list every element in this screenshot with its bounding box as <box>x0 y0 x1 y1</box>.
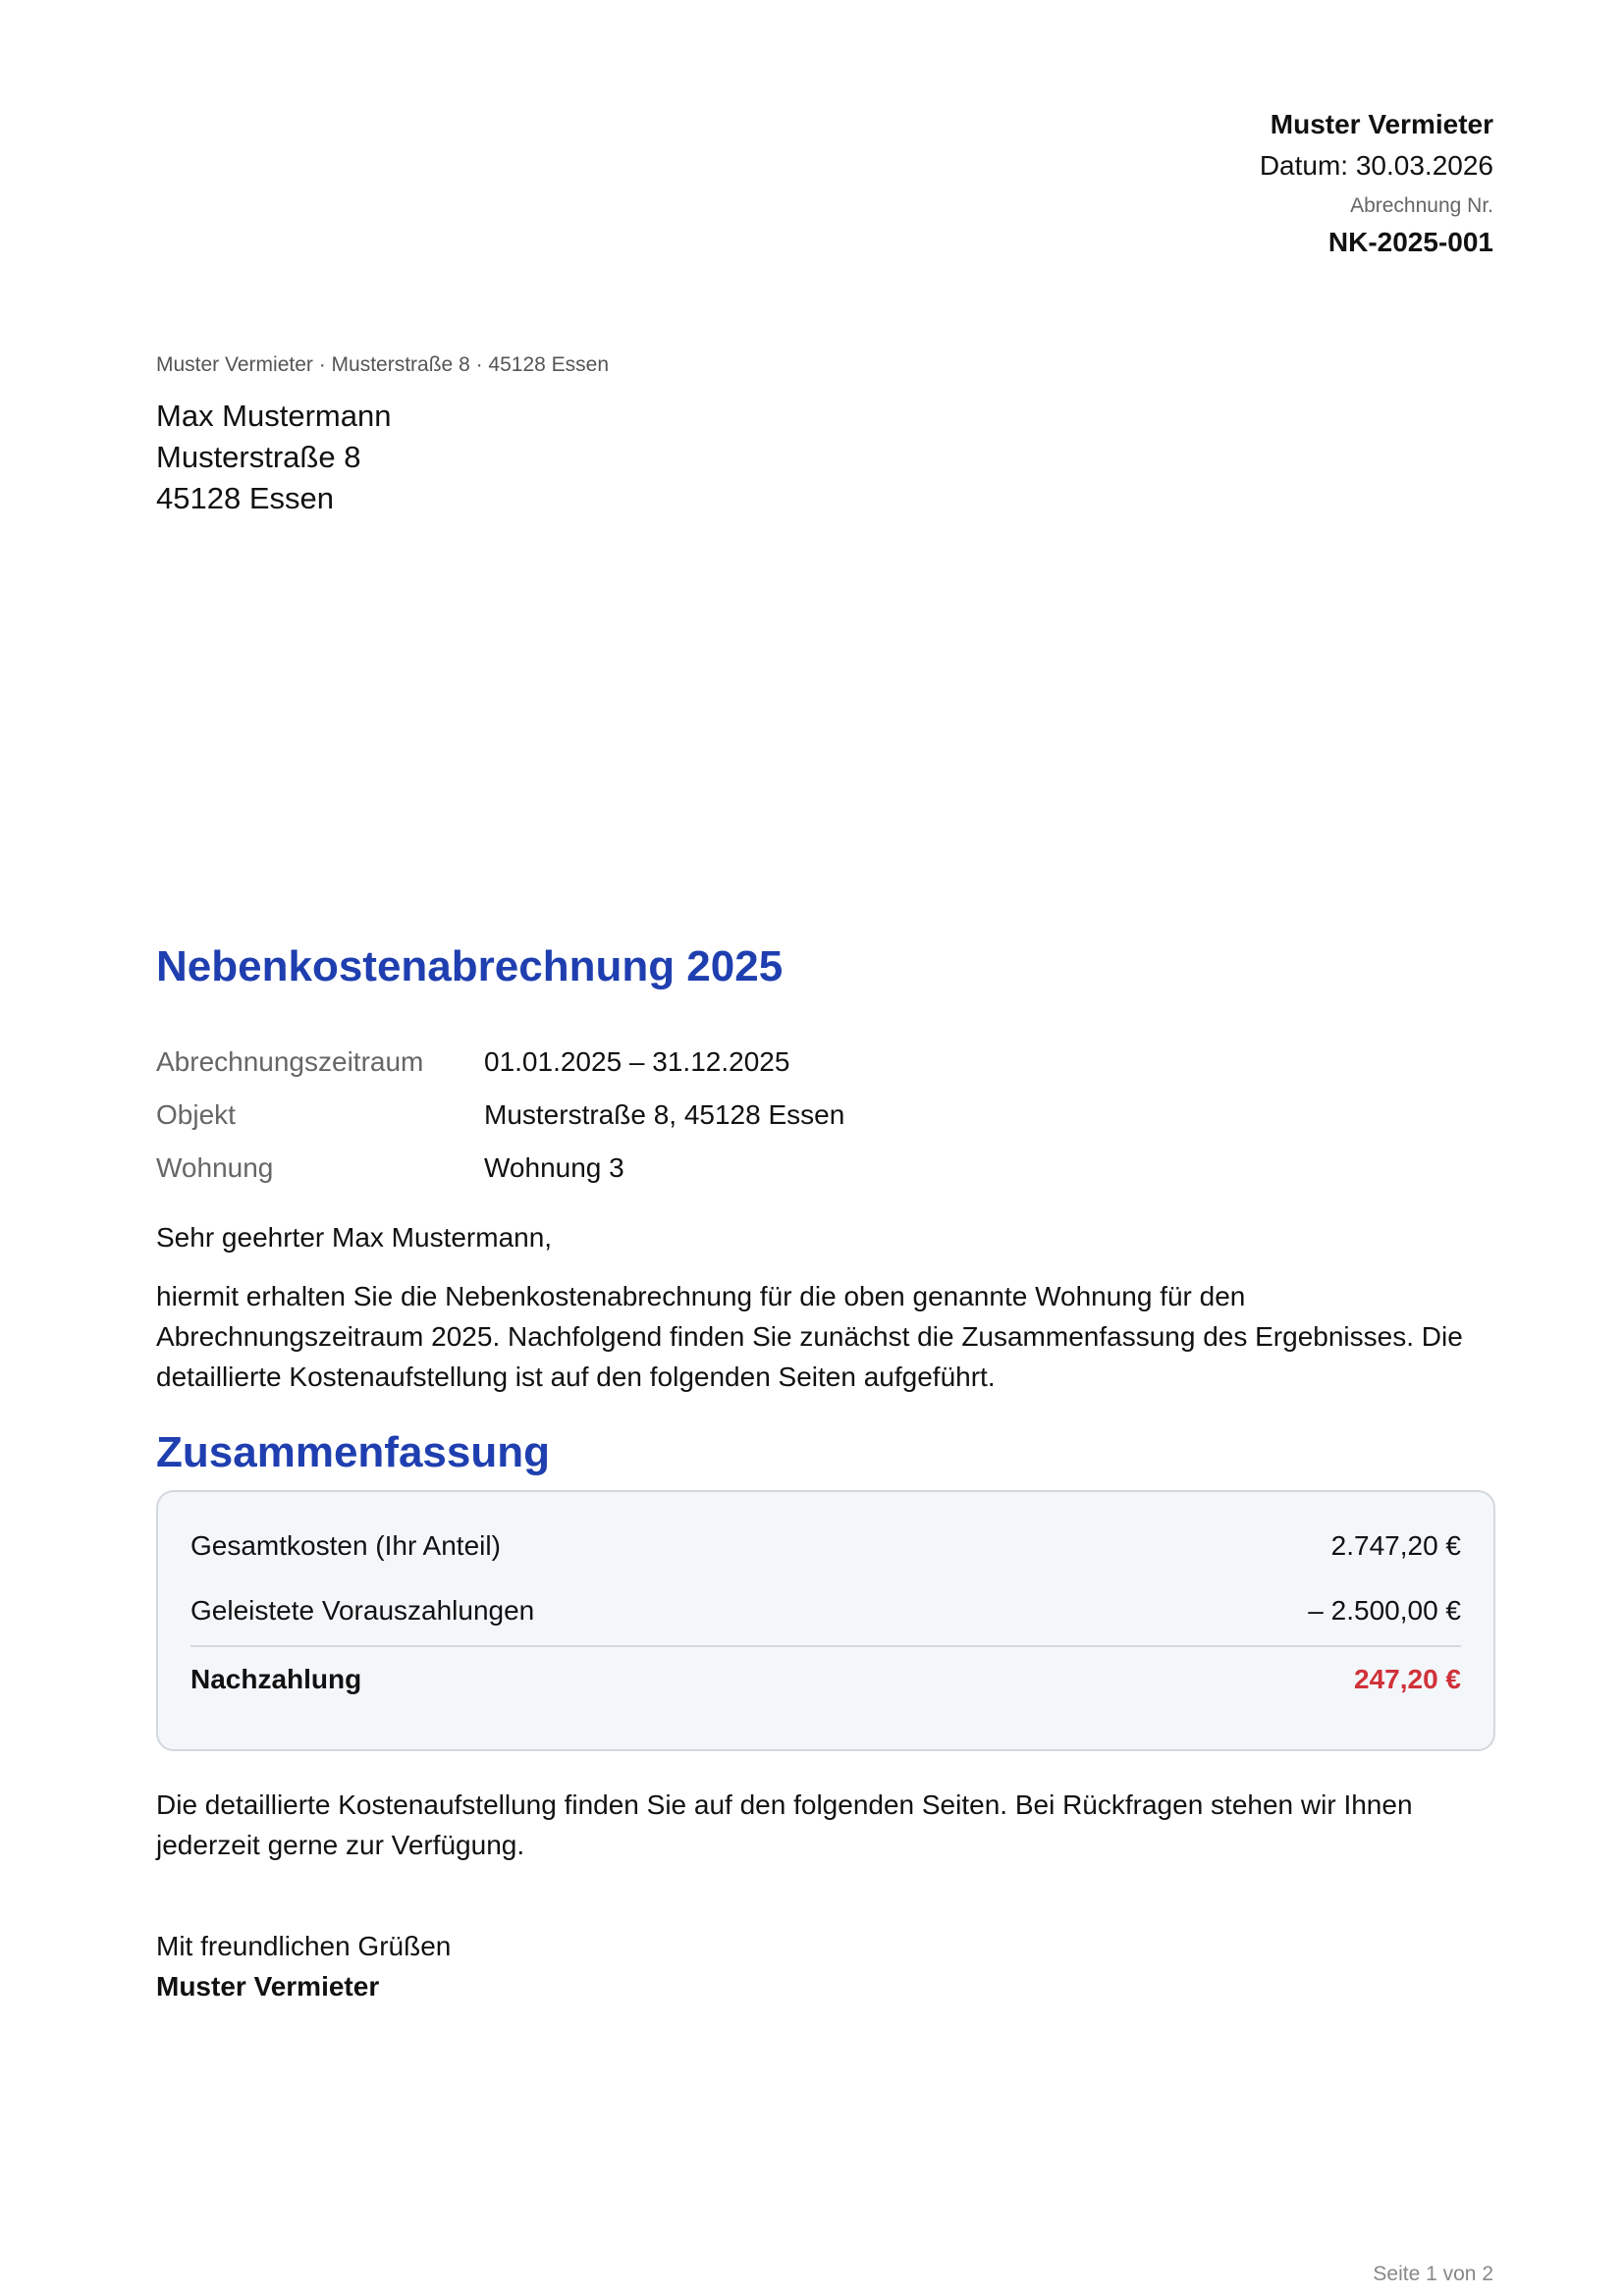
summary-total-label: Nachzahlung <box>190 1664 362 1694</box>
meta-row <box>156 1142 844 1195</box>
regards-block <box>156 1926 451 2006</box>
meta-label: Abrechnungszeitraum <box>156 1046 424 1077</box>
intro-paragraph: hiermit erhalten Sie die Nebenkostenabrechnung für die oben genannte Wohnung für den Abrechnungszeitraum 2025. Nachfolgend finden Sie zunächst die Zusammenfassung des Ergebnisses. Die detaillierte Kostenaufstellung ist auf den folgenden Seiten aufgeführt. <box>156 1281 1463 1392</box>
summary-row-label: Gesamtkosten (Ihr Anteil) <box>190 1530 501 1561</box>
invoice-number: NK-2025-001 <box>1327 227 1493 258</box>
document-title: Nebenkostenabrechnung 2025 <box>156 942 784 990</box>
recipient-address <box>156 396 391 519</box>
sender-name: Muster Vermieter <box>1270 109 1493 139</box>
meta-value: Wohnung 3 <box>484 1152 624 1183</box>
summary-row-amount: – 2.500,00 € <box>1308 1595 1461 1626</box>
meta-table <box>156 1036 844 1195</box>
meta-value: 01.01.2025 – 31.12.2025 <box>484 1046 790 1077</box>
summary-heading: Zusammenfassung <box>156 1428 550 1476</box>
summary-total-amount: 247,20 € <box>1354 1664 1461 1694</box>
letter-date: Datum: 30.03.2026 <box>1259 149 1493 181</box>
meta-value: Musterstraße 8, 45128 Essen <box>484 1099 845 1130</box>
regards-line: Mit freundlichen Grüßen <box>156 1931 452 1961</box>
return-address: Muster Vermieter · Musterstraße 8 · 45128 Essen <box>156 353 610 376</box>
meta-row <box>156 1036 844 1089</box>
summary-row <box>190 1514 1461 1578</box>
greeting: Sehr geehrter Max Mustermann, <box>156 1222 553 1253</box>
closing-paragraph: Die detaillierte Kostenaufstellung finden Sie auf den folgenden Seiten. Bei Rückfragen stehen wir Ihnen jederzeit gerne zur Verfügung. <box>156 1789 1413 1860</box>
summary-box <box>156 1490 1495 1751</box>
summary-row <box>190 1578 1461 1643</box>
meta-label: Objekt <box>156 1099 236 1130</box>
recipient-street: Musterstraße 8 <box>156 440 361 474</box>
meta-label: Wohnung <box>156 1152 274 1183</box>
recipient-name: Max Mustermann <box>156 399 392 433</box>
page-number: Seite 1 von 2 <box>1373 2263 1493 2285</box>
meta-row <box>156 1089 844 1142</box>
summary-row-amount: 2.747,20 € <box>1330 1530 1461 1561</box>
recipient-city: 45128 Essen <box>156 481 334 515</box>
summary-row-label: Geleistete Vorauszahlungen <box>190 1595 535 1626</box>
invoice-number-label: Abrechnung Nr. <box>1350 194 1493 218</box>
summary-total-row <box>190 1647 1461 1712</box>
signature-name: Muster Vermieter <box>156 1971 380 2002</box>
letter-header <box>1260 108 1493 259</box>
